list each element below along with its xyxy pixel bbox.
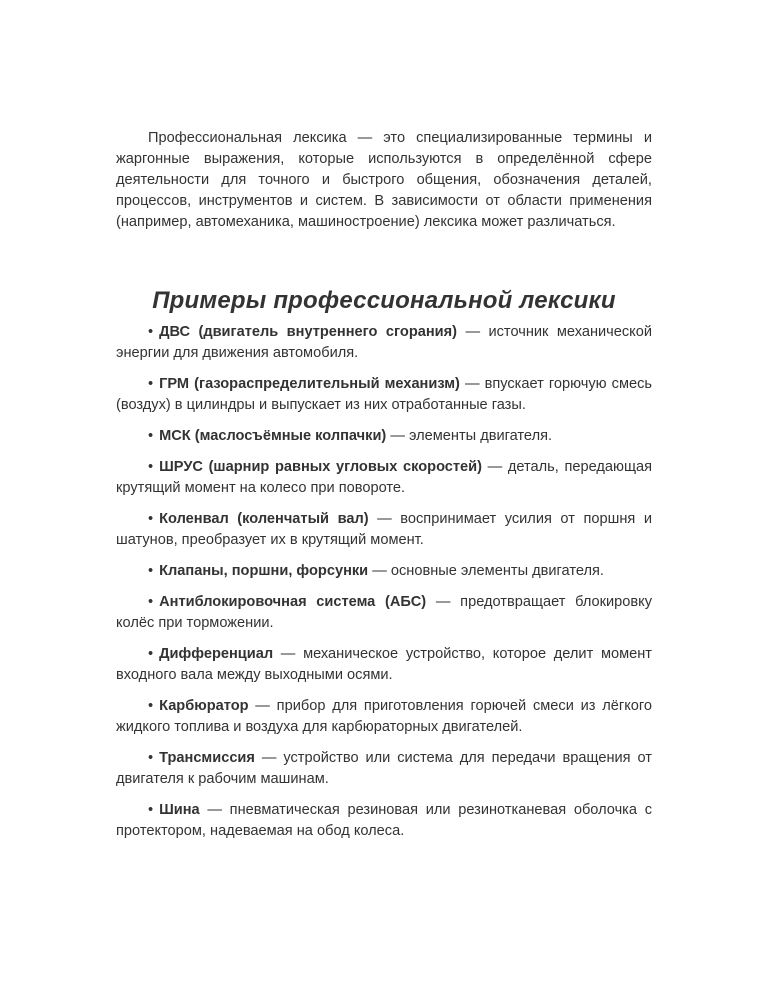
term: Коленвал (коленчатый вал): [159, 511, 369, 527]
intro-paragraph: Профессиональная лексика — это специализированные термины и жаргонные выражения, которые используются в определённой сфере деятельности для точного и быстрого общения, обозначения деталей, процессов, инструментов и систем. В зависимости от области применения (например, автомеханика, машиностроение) лексика может различаться.: [116, 130, 652, 230]
definition: — пневматическая резиновая или резинотканевая оболочка с протектором, надеваемая на обод колеса.: [116, 802, 652, 839]
term: Дифференциал: [159, 646, 274, 662]
terms-list: [116, 322, 652, 842]
definition: — элементы двигателя.: [386, 428, 553, 444]
term: Карбюратор: [159, 698, 249, 714]
section-heading: Примеры профессиональной лексики: [152, 287, 616, 314]
definition: — предотвращает блокировку колёс при торможении.: [116, 594, 652, 631]
list-item: [116, 457, 652, 499]
list-item: [116, 748, 652, 790]
term: ГРМ (газораспределительный механизм): [159, 376, 460, 392]
list-item: [116, 426, 652, 447]
definition: — устройство или система для передачи вращения от двигателя к рабочим машинам.: [116, 750, 652, 787]
bullet-icon: •: [148, 646, 154, 662]
list-item: [116, 374, 652, 416]
bullet-icon: •: [148, 594, 154, 610]
definition: — механическое устройство, которое делит момент входного вала между выходными осями.: [116, 646, 652, 683]
list-item: [116, 322, 652, 364]
definition: — деталь, передающая крутящий момент на колесо при повороте.: [116, 459, 652, 496]
definition: — прибор для приготовления горючей смеси из лёгкого жидкого топлива и воздуха для карбюраторных двигателей.: [116, 698, 652, 735]
bullet-icon: •: [148, 698, 154, 714]
bullet-icon: •: [148, 459, 154, 475]
definition: — впускает горючую смесь (воздух) в цилиндры и выпускает из них отработанные газы.: [116, 376, 652, 413]
list-item: [116, 644, 652, 686]
bullet-icon: •: [148, 428, 154, 444]
document-page: [116, 128, 652, 852]
definition: — источник механической энергии для движения автомобиля.: [116, 324, 652, 361]
term: Клапаны, поршни, форсунки: [159, 563, 369, 579]
term: Антиблокировочная система (АБС): [159, 594, 427, 610]
term: Трансмиссия: [159, 750, 255, 766]
bullet-icon: •: [148, 563, 154, 579]
bullet-icon: •: [148, 324, 154, 340]
term: ШРУС (шарнир равных угловых скоростей): [159, 459, 482, 475]
list-item: [116, 800, 652, 842]
bullet-icon: •: [148, 376, 154, 392]
list-item: [116, 592, 652, 634]
term: МСК (маслосъёмные колпачки): [159, 428, 387, 444]
bullet-icon: •: [148, 802, 154, 818]
bullet-icon: •: [148, 511, 154, 527]
definition: — воспринимает усилия от поршня и шатунов, преобразует их в крутящий момент.: [116, 511, 652, 548]
term: ДВС (двигатель внутреннего сгорания): [159, 324, 458, 340]
list-item: [116, 509, 652, 551]
list-item: [116, 696, 652, 738]
term: Шина: [159, 802, 200, 818]
definition: — основные элементы двигателя.: [368, 563, 604, 579]
bullet-icon: •: [148, 750, 154, 766]
list-item: [116, 561, 652, 582]
